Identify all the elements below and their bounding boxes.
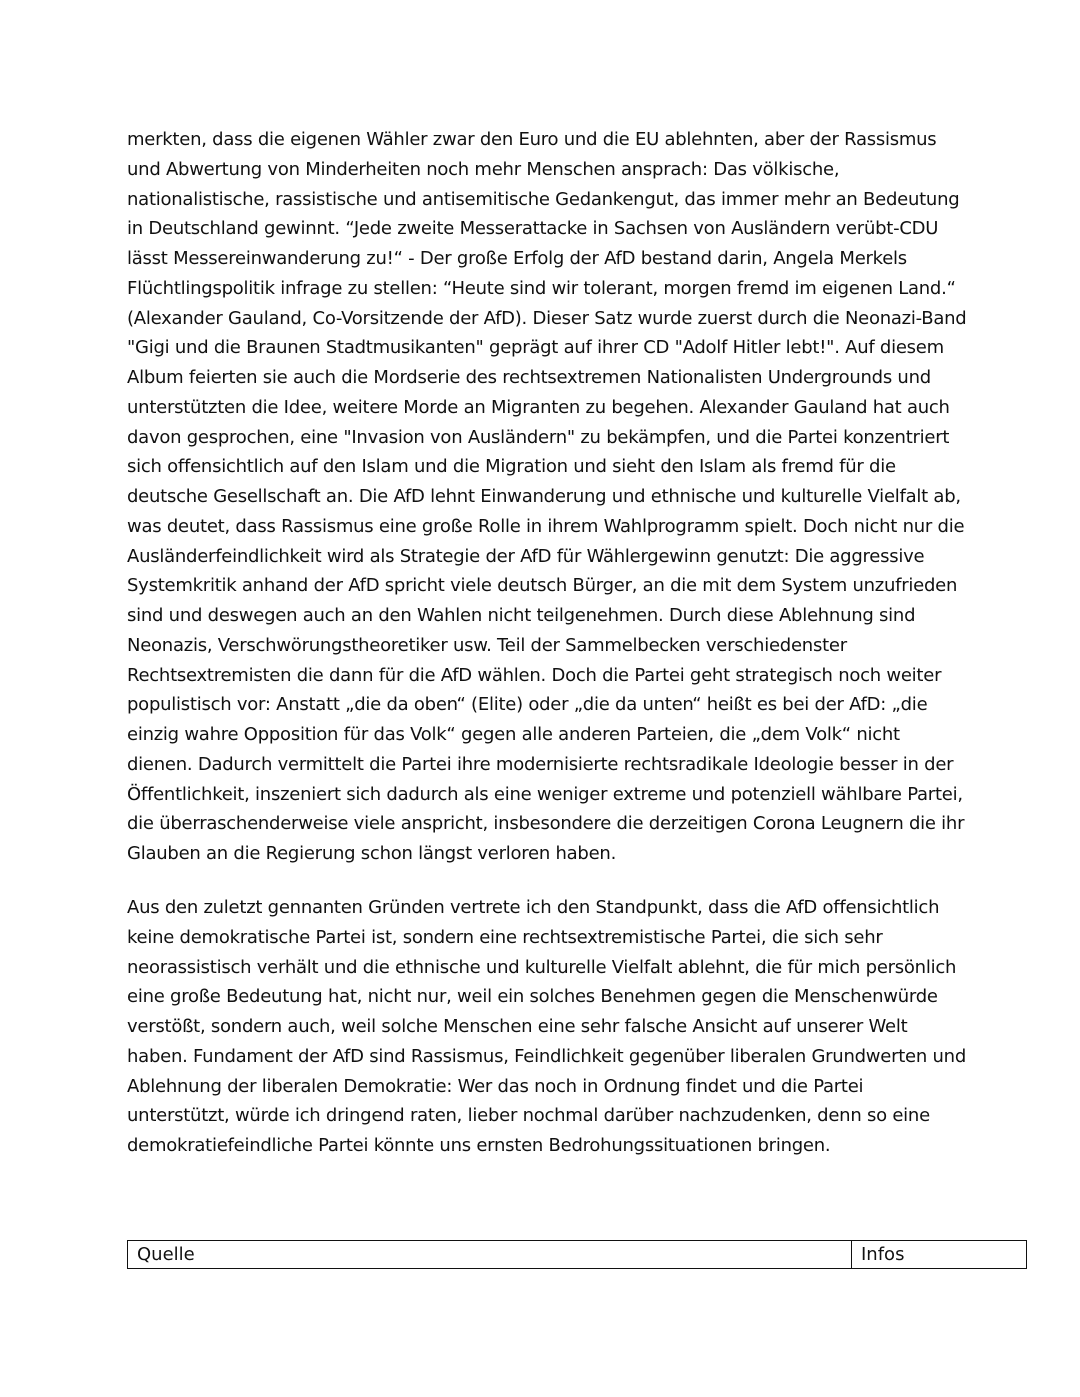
- text-line: eine große Bedeutung hat, nicht nur, weil ein solches Benehmen gegen die Menschenwürde: [127, 986, 938, 1008]
- text-line: populistisch vor: Anstatt „die da oben“ (Elite) oder „die da unten“ heißt es bei der AfD: „die: [127, 694, 928, 716]
- text-line: sich offensichtlich auf den Islam und die Migration und sieht den Islam als fremd für die: [127, 456, 896, 478]
- text-line: Glauben an die Regierung schon längst verloren haben.: [127, 843, 617, 864]
- text-line: Flüchtlingspolitik infrage zu stellen: “Heute sind wir tolerant, morgen fremd im eigenen Land.“: [127, 277, 956, 299]
- source-cell: Quelle: [128, 1241, 852, 1268]
- text-line: merkten, dass die eigenen Wähler zwar den Euro und die EU ablehnten, aber der Rassismus: [127, 129, 937, 150]
- text-line: nationalistische, rassistische und antisemitische Gedankengut, das immer mehr an Bedeutung: [127, 188, 960, 210]
- text-line: Systemkritik anhand der AfD spricht viele deutsch Bürger, an die mit dem System unzufrieden: [127, 575, 958, 597]
- text-line: verstößt, sondern auch, weil solche Menschen eine sehr falsche Ansicht auf unserer Welt: [127, 1016, 908, 1037]
- text-line: Öffentlichkeit, inszeniert sich dadurch als eine weniger extreme und potenziell wählbare Partei,: [127, 783, 963, 805]
- text-line: Ausländerfeindlichkeit wird als Strategie der AfD für Wählergewinn genutzt: Die aggressive: [127, 545, 925, 567]
- text-line: davon gesprochen, eine "Invasion von Ausländern" zu bekämpfen, und die Partei konzentriert: [127, 426, 950, 448]
- text-line: und Abwertung von Minderheiten noch mehr Menschen ansprach: Das völkische,: [127, 158, 840, 180]
- text-line: unterstützt, würde ich dringend raten, lieber nochmal darüber nachzudenken, denn so eine: [127, 1105, 930, 1127]
- text-line: deutsche Gesellschaft an. Die AfD lehnt Einwanderung und ethnische und kulturelle Vielfalt ab,: [127, 486, 961, 507]
- text-line: Ablehnung der liberalen Demokratie: Wer das noch in Ordnung findet und die Partei: [127, 1075, 864, 1097]
- text-line: keine demokratische Partei ist, sondern eine rechtsextremistische Partei, die sich sehr: [127, 926, 883, 948]
- text-line: haben. Fundament der AfD sind Rassismus, Feindlichkeit gegenüber liberalen Grundwerten und: [127, 1045, 967, 1067]
- source-table: [127, 1240, 1027, 1269]
- text-line: unterstützten die Idee, weitere Morde an Migranten zu begehen. Alexander Gauland hat auch: [127, 396, 950, 418]
- text-line: Album feierten sie auch die Mordserie des rechtsextremen Nationalisten Undergrounds und: [127, 367, 931, 388]
- text-line: Rechtsextremisten die dann für die AfD wählen. Doch die Partei geht strategisch noch weiter: [127, 664, 942, 686]
- text-line: neorassistisch verhält und die ethnische und kulturelle Vielfalt ablehnt, die für mich persönlich: [127, 956, 957, 978]
- text-line: einzig wahre Opposition für das Volk“ gegen alle anderen Parteien, die „dem Volk“ nicht: [127, 724, 900, 745]
- text-line: sind und deswegen auch an den Wahlen nicht teilgenehmen. Durch diese Ablehnung sind: [127, 605, 916, 626]
- text-line: Neonazis, Verschwörungstheoretiker usw. Teil der Sammelbecken verschiedenster: [127, 634, 847, 656]
- text-line: was deutet, dass Rassismus eine große Rolle in ihrem Wahlprogramm spielt. Doch nicht nur die: [127, 515, 965, 537]
- text-line: demokratiefeindliche Partei könnte uns ernsten Bedrohungssituationen bringen.: [127, 1135, 831, 1156]
- paragraph-analysis: [127, 125, 1007, 869]
- text-line: (Alexander Gauland, Co-Vorsitzende der AfD). Dieser Satz wurde zuerst durch die Neonazi-Band: [127, 307, 967, 329]
- text-line: die überraschenderweise viele anspricht, insbesondere die derzeitigen Corona Leugnern die ihr: [127, 813, 965, 835]
- infos-cell: Infos: [861, 1244, 905, 1265]
- paragraph-conclusion: [127, 893, 1007, 1161]
- text-line: in Deutschland gewinnt. “Jede zweite Messerattacke in Sachsen von Ausländern verübt-CDU: [127, 218, 939, 240]
- text-line: Aus den zuletzt gennanten Gründen vertrete ich den Standpunkt, dass die AfD offensichtlich: [127, 897, 940, 918]
- text-line: lässt Messereinwanderung zu!“ - Der große Erfolg der AfD bestand darin, Angela Merkels: [127, 248, 907, 269]
- text-line: "Gigi und die Braunen Stadtmusikanten" geprägt auf ihrer CD "Adolf Hitler lebt!". Auf diesem: [127, 337, 944, 359]
- text-line: dienen. Dadurch vermittelt die Partei ihre modernisierte rechtsradikale Ideologie besser in der: [127, 753, 954, 775]
